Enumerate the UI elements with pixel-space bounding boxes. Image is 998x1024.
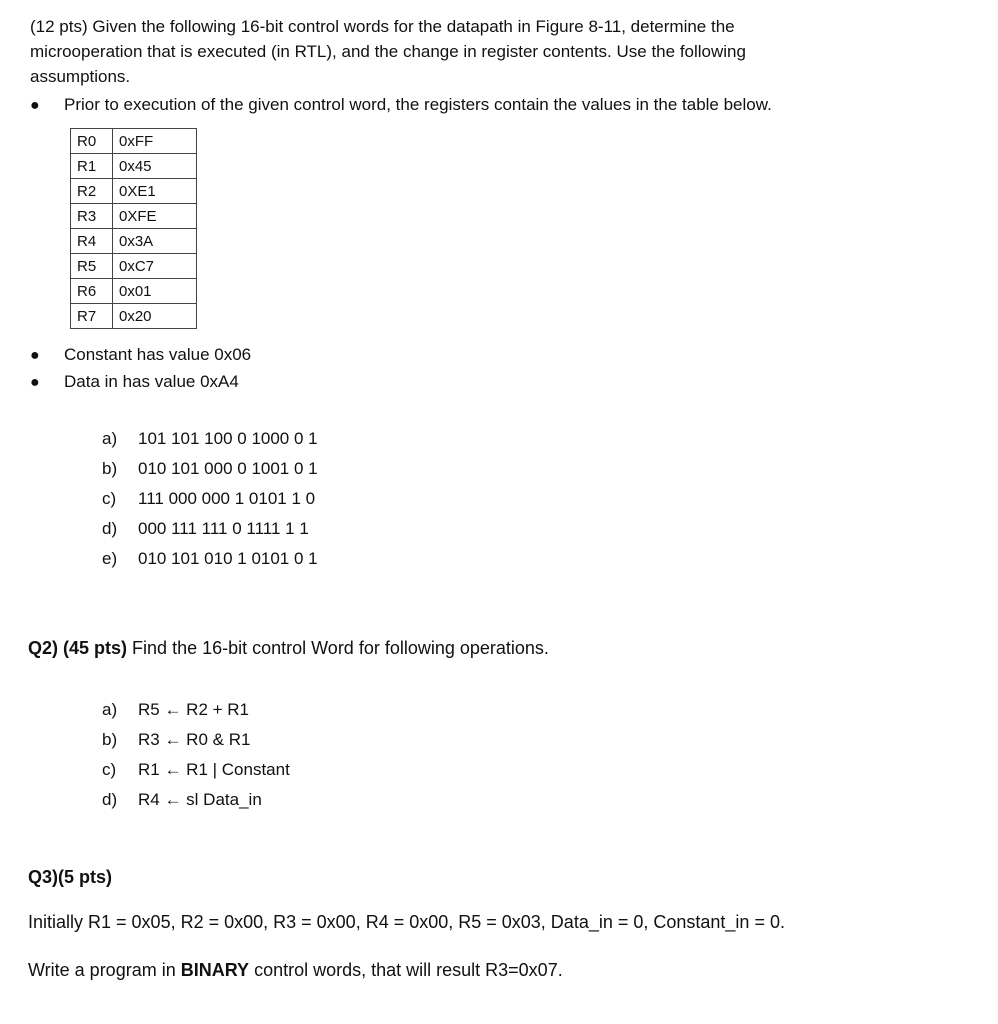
register-value: 0x45 bbox=[113, 154, 197, 179]
item-letter: d) bbox=[102, 790, 118, 809]
register-table bbox=[70, 128, 197, 329]
q1-item-d bbox=[102, 514, 309, 544]
item-letter: d) bbox=[102, 519, 118, 538]
register-row bbox=[71, 204, 197, 229]
register-row bbox=[71, 254, 197, 279]
q2-heading bbox=[28, 636, 549, 661]
q1-intro-line-2: microoperation that is executed (in RTL), and the change in register contents. Use the following bbox=[30, 42, 746, 61]
register-value: 0x01 bbox=[113, 279, 197, 304]
q2-item-b bbox=[102, 725, 250, 755]
item-letter: b) bbox=[102, 730, 118, 749]
register-row bbox=[71, 304, 197, 329]
item-text: 000 111 111 0 1111 1 1 bbox=[138, 519, 309, 538]
bullet-icon: ● bbox=[30, 97, 40, 114]
q1-item-e bbox=[102, 544, 318, 574]
register-value: 0xFF bbox=[113, 129, 197, 154]
register-name: R3 bbox=[71, 204, 113, 229]
q3-label: Q3)(5 pts) bbox=[28, 867, 113, 887]
item-text: R4 ← sl Data_in bbox=[138, 790, 262, 809]
item-text: R3 ← R0 & R1 bbox=[138, 730, 251, 749]
register-name: R5 bbox=[71, 254, 113, 279]
bullet-text: Data in has value 0xA4 bbox=[64, 372, 239, 391]
item-letter: c) bbox=[102, 489, 117, 508]
item-text: R5 ← R2 + R1 bbox=[138, 700, 250, 719]
item-text: R1 ← R1 | Constant bbox=[138, 760, 290, 779]
q3-write-post: control words, that will result R3=0x07. bbox=[249, 960, 563, 980]
item-letter: a) bbox=[102, 429, 118, 448]
register-row bbox=[71, 229, 197, 254]
register-name: R1 bbox=[71, 154, 113, 179]
register-value: 0XFE bbox=[113, 204, 197, 229]
register-name: R2 bbox=[71, 179, 113, 204]
register-value: 0x20 bbox=[113, 304, 197, 329]
q2-text: Find the 16-bit control Word for following operations. bbox=[132, 638, 549, 658]
q1-item-a bbox=[102, 424, 318, 454]
q1-item-b bbox=[102, 454, 318, 484]
item-letter: b) bbox=[102, 459, 118, 478]
bullet-icon: ● bbox=[30, 374, 40, 391]
item-text: 111 000 000 1 0101 1 0 bbox=[138, 489, 316, 508]
item-text: 101 101 100 0 1000 0 1 bbox=[138, 429, 318, 448]
bullet-text: Constant has value 0x06 bbox=[64, 345, 252, 364]
item-text: 010 101 010 1 0101 0 1 bbox=[138, 549, 318, 568]
item-letter: a) bbox=[102, 700, 118, 719]
q2-label: Q2) (45 pts) bbox=[28, 638, 128, 658]
item-letter: c) bbox=[102, 760, 117, 779]
register-row bbox=[71, 179, 197, 204]
register-value: 0xC7 bbox=[113, 254, 197, 279]
register-name: R7 bbox=[71, 304, 113, 329]
bullet-text: Prior to execution of the given control word, the registers contain the values in the table below. bbox=[64, 95, 772, 114]
q2-item-d bbox=[102, 785, 262, 815]
register-row bbox=[71, 129, 197, 154]
q2-item-a bbox=[102, 695, 249, 725]
bullet-icon: ● bbox=[30, 347, 40, 364]
q3-instruction bbox=[28, 958, 563, 983]
q1-bullet-constant bbox=[30, 342, 251, 368]
q1-item-c bbox=[102, 484, 315, 514]
q1-bullet-data-in bbox=[30, 369, 239, 395]
q1-intro-line-1: (12 pts) Given the following 16-bit control words for the datapath in Figure 8-11, determine the bbox=[30, 17, 735, 36]
q3-write-bold: BINARY bbox=[180, 960, 250, 980]
q3-write-pre: Write a program in bbox=[28, 960, 181, 980]
item-text: 010 101 000 0 1001 0 1 bbox=[138, 459, 318, 478]
q2-item-c bbox=[102, 755, 290, 785]
register-row bbox=[71, 279, 197, 304]
q3-initial: Initially R1 = 0x05, R2 = 0x00, R3 = 0x00, R4 = 0x00, R5 = 0x03, Data_in = 0, Constant_in = 0. bbox=[28, 912, 785, 932]
register-name: R0 bbox=[71, 129, 113, 154]
q1-intro-line-3: assumptions. bbox=[30, 67, 131, 86]
register-name: R4 bbox=[71, 229, 113, 254]
register-value: 0x3A bbox=[113, 229, 197, 254]
register-name: R6 bbox=[71, 279, 113, 304]
register-row bbox=[71, 154, 197, 179]
q1-bullet-registers bbox=[30, 92, 772, 118]
item-letter: e) bbox=[102, 549, 118, 568]
register-value: 0XE1 bbox=[113, 179, 197, 204]
